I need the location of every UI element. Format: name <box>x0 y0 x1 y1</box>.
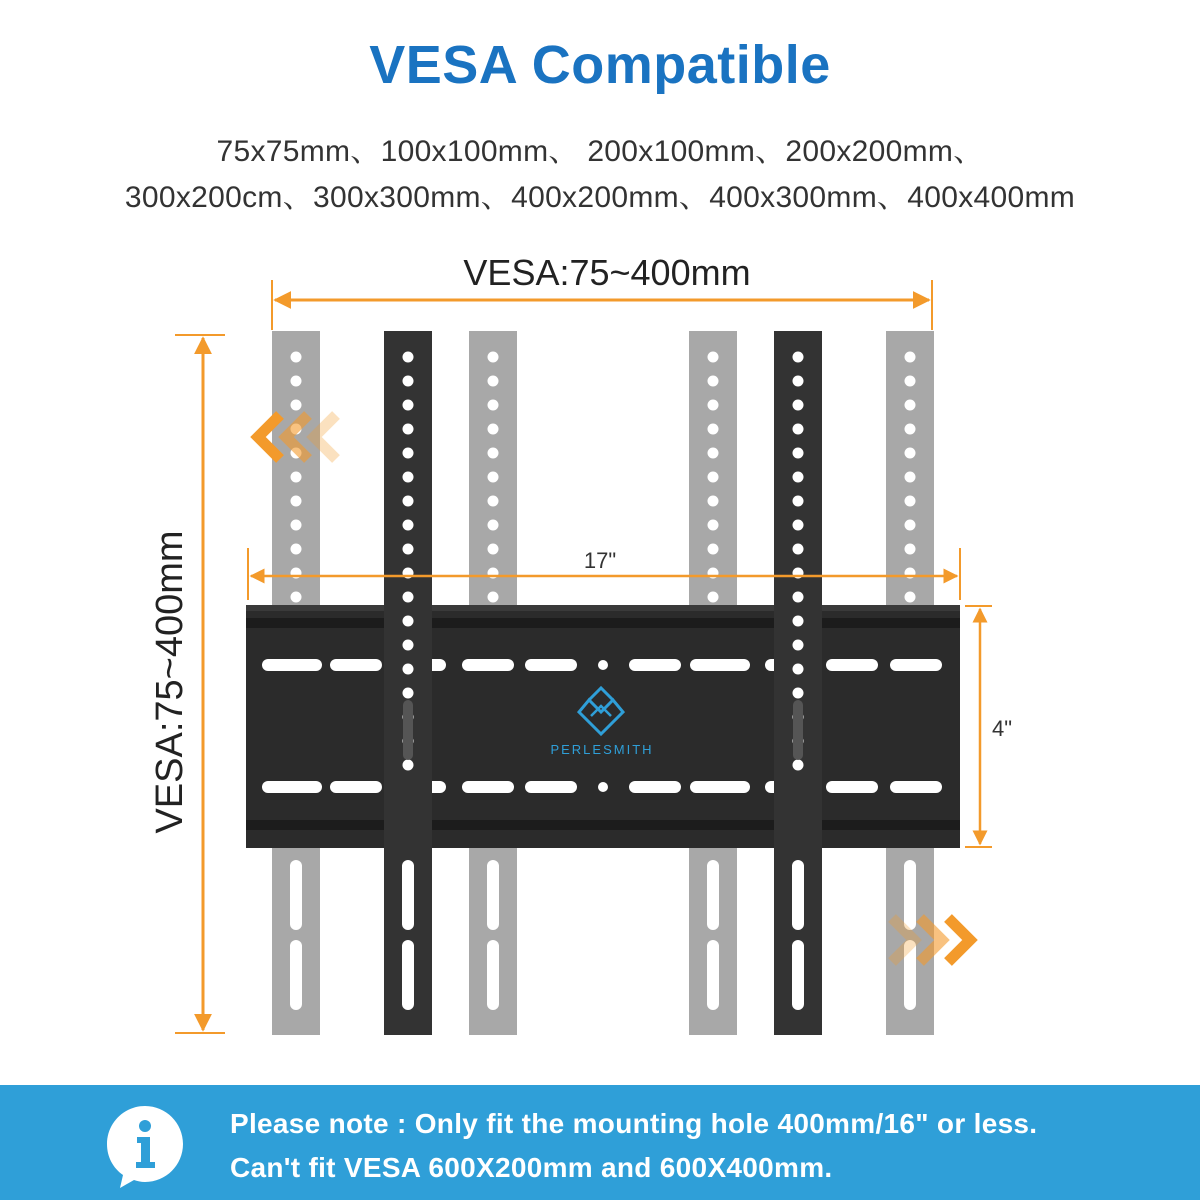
wall-plate <box>246 605 960 848</box>
horizontal-dimension-label: VESA:75~400mm <box>463 252 751 293</box>
horizontal-vesa-dimension <box>272 252 932 330</box>
info-icon <box>100 1100 190 1190</box>
note-line-1: Please note : Only fit the mounting hole 400mm/16" or less. <box>230 1108 1038 1139</box>
vertical-dimension-label: VESA:75~400mm <box>149 530 191 834</box>
dark-arm-2 <box>774 331 822 1035</box>
plate-width-label: 17" <box>583 548 617 573</box>
plate-width-dimension <box>248 548 960 600</box>
plate-height-dimension <box>965 606 1012 847</box>
vertical-vesa-dimension <box>149 335 225 1033</box>
page-title: VESA Compatible <box>369 35 831 95</box>
plate-height-label: 4" <box>991 716 1013 741</box>
brand-name: PERLESMITH <box>550 742 654 757</box>
vesa-sizes-line-2: 300x200cm、300x300mm、400x200mm、400x300mm、400x400mm <box>124 181 1076 214</box>
note-line-2: Can't fit VESA 600X200mm and 600X400mm. <box>230 1152 833 1183</box>
dark-arm-1 <box>384 331 432 1035</box>
vesa-sizes-line-1: 75x75mm、100x100mm、 200x100mm、200x200mm、 <box>216 135 984 168</box>
